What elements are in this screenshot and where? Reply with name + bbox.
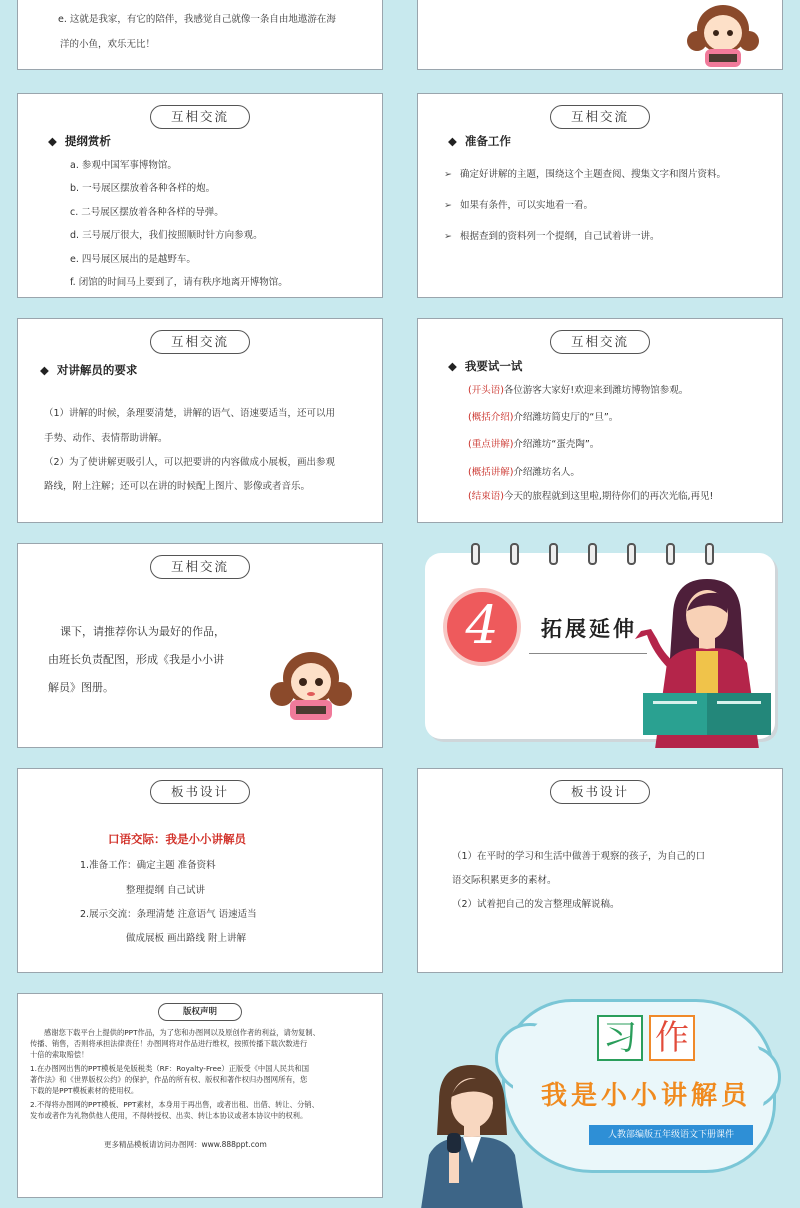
s1-line-2: 洋的小鱼，欢乐无比！ bbox=[60, 39, 156, 50]
s3-item-1: a. 参观中国军事博物馆。 bbox=[70, 160, 177, 171]
s10-line-1: （1）在平时的学习和生活中做善于观察的孩子，为自己的口 bbox=[452, 851, 706, 862]
ring-icon bbox=[549, 543, 558, 565]
ring-icon bbox=[627, 543, 636, 565]
s6-item-2: (概括介绍)介绍潍坊简史厅的“旦”。 bbox=[468, 412, 619, 423]
slide-4-heading: ◆ 准备工作 bbox=[448, 134, 511, 148]
slide-4-tag: 互相交流 bbox=[550, 105, 650, 129]
slide-6-heading: ◆ 我要试一试 bbox=[448, 359, 523, 373]
copyright-tag: 版权声明 bbox=[158, 1003, 242, 1021]
s6-item-5: (结束语)今天的旅程就到这里啦,期待你们的再次光临,再见! bbox=[468, 491, 714, 502]
arrow-bullet-icon: ➢ bbox=[444, 169, 452, 180]
arrow-bullet-icon: ➢ bbox=[444, 231, 452, 242]
s5-line-3: （2）为了使讲解更吸引人，可以把要讲的内容做成小展板，画出参观 bbox=[44, 457, 336, 468]
s11-line-6: 下载的是PPT模板素材的使用权。 bbox=[30, 1086, 139, 1095]
s11-line-2: 传播、销售，否则将承担法律责任！办图网将对作品进行维权，按照传播下载次数进行 bbox=[30, 1039, 308, 1048]
s3-item-4: d. 三号展厅很大，我们按照顺时针方向参观。 bbox=[70, 230, 263, 241]
slide-5-tag: 互相交流 bbox=[150, 330, 250, 354]
title-underline bbox=[529, 653, 647, 654]
slide-4 bbox=[417, 93, 783, 298]
s9-line-3: 2.展示交流：条理清楚 注意语气 语速适当 bbox=[80, 909, 257, 920]
teacher-illustration bbox=[633, 573, 783, 748]
section-title: 拓展延伸 bbox=[541, 617, 637, 641]
diamond-bullet-icon: ◆ bbox=[448, 359, 457, 373]
slide-3-tag: 互相交流 bbox=[150, 105, 250, 129]
binder-rings bbox=[417, 543, 783, 563]
slide-3 bbox=[17, 93, 383, 298]
diamond-bullet-icon: ◆ bbox=[40, 363, 49, 377]
diamond-bullet-icon: ◆ bbox=[448, 134, 457, 148]
s3-item-3: c. 二号展区摆放着各种各样的导弹。 bbox=[70, 207, 224, 218]
slide-6-tag: 互相交流 bbox=[550, 330, 650, 354]
s4-item-1: ➢ 确定好讲解的主题，围绕这个主题查阅、搜集文字和图片资料。 bbox=[444, 169, 726, 180]
ring-icon bbox=[471, 543, 480, 565]
s10-line-2: 语交际积累更多的素材。 bbox=[452, 875, 557, 886]
ring-icon bbox=[705, 543, 714, 565]
s3-item-2: b. 一号展区摆放着各种各样的炮。 bbox=[70, 183, 216, 194]
slide-6 bbox=[417, 318, 783, 523]
s11-line-4: 1.在办图网出售的PPT模板是免版税类（RF：Royalty-Free）正版受《中国人民共和国 bbox=[30, 1064, 309, 1073]
s6-item-1: (开头语)各位游客大家好!欢迎来到潍坊博物馆参观。 bbox=[468, 385, 689, 396]
ring-icon bbox=[588, 543, 597, 565]
s9-line-2: 整理提纲 自己试讲 bbox=[126, 885, 206, 896]
s5-line-4: 路线，附上注解；还可以在讲的时候配上图片、影像或者音乐。 bbox=[44, 481, 311, 492]
slide-12 bbox=[417, 993, 783, 1208]
cover-subtitle: 人教部编版五年级语文下册课件 bbox=[589, 1125, 753, 1145]
s11-line-7: 2.不得将办图网的PPT模板、PPT素材，本身用于再出售，或者出租、出借、转让、分销、 bbox=[30, 1100, 319, 1109]
ring-icon bbox=[666, 543, 675, 565]
section-number: 4 bbox=[465, 596, 499, 656]
s3-item-6: f. 闭馆的时间马上要到了，请有秩序地离开博物馆。 bbox=[70, 277, 288, 288]
slide-3-heading: ◆ 提纲赏析 bbox=[48, 134, 111, 148]
s3-item-5: e. 四号展区展出的是越野车。 bbox=[70, 254, 196, 265]
s4-item-3: ➢ 根据查到的资料列一个提纲，自己试着讲一讲。 bbox=[444, 231, 660, 242]
slide-11 bbox=[17, 993, 383, 1198]
char-2: 作 bbox=[655, 1018, 689, 1058]
s1-line-1: e. 这就是我家，有它的陪伴，我感觉自己就像一条自由地遨游在海 bbox=[58, 14, 336, 25]
s7-line-3: 解员》图册。 bbox=[48, 681, 114, 694]
s5-line-1: （1）讲解的时候，条理要清楚，讲解的语气、语速要适当，还可以用 bbox=[44, 408, 336, 419]
slide-10-tag: 板书设计 bbox=[550, 780, 650, 804]
girl-illustration bbox=[268, 644, 354, 722]
slide-1 bbox=[17, 0, 383, 70]
slide-10 bbox=[417, 768, 783, 973]
slide-7-tag: 互相交流 bbox=[150, 555, 250, 579]
slide-5-heading: ◆ 对讲解员的要求 bbox=[40, 363, 138, 377]
s11-line-5: 著作法》和《世界版权公约》的保护，作品的所有权、版权和著作权归办图网所有，您 bbox=[30, 1075, 308, 1084]
s9-line-1: 1.准备工作：确定主题 准备资料 bbox=[80, 860, 216, 871]
s11-line-1: 感谢您下载平台上提供的PPT作品，为了您和办图网以及原创作者的利益，请勿复制、 bbox=[44, 1028, 320, 1037]
diamond-bullet-icon: ◆ bbox=[48, 134, 57, 148]
char-1: 习 bbox=[603, 1018, 637, 1058]
s7-line-2: 由班长负责配图，形成《我是小小讲 bbox=[48, 653, 224, 666]
slide-2 bbox=[417, 0, 783, 70]
slide-9 bbox=[17, 768, 383, 973]
presenter-illustration bbox=[419, 1059, 529, 1208]
s11-line-8: 发布或者作为礼物供他人使用，不得转授权、出卖、转让本协议或者本协议中的权利。 bbox=[30, 1111, 308, 1120]
slide-5 bbox=[17, 318, 383, 523]
ring-icon bbox=[510, 543, 519, 565]
girl-illustration bbox=[683, 0, 763, 69]
s4-item-2: ➢ 如果有条件，可以实地看一看。 bbox=[444, 200, 593, 211]
s10-line-3: （2）试着把自己的发言整理成解说稿。 bbox=[452, 899, 620, 910]
s5-line-2: 手势、动作、表情帮助讲解。 bbox=[44, 433, 168, 444]
s6-item-4: (概括讲解)介绍潍坊名人。 bbox=[468, 467, 580, 478]
s7-line-1: 课下，请推荐你认为最好的作品， bbox=[60, 625, 225, 638]
slide-9-tag: 板书设计 bbox=[150, 780, 250, 804]
s9-line-4: 做成展板 画出路线 附上讲解 bbox=[126, 933, 247, 944]
s6-item-3: (重点讲解)介绍潍坊“蛋壳陶”。 bbox=[468, 439, 600, 450]
slide-8 bbox=[417, 543, 783, 748]
s11-line-3: 十倍的索取赔偿！ bbox=[30, 1050, 89, 1059]
s11-footer: 更多精品模板请访问办图网：www.888ppt.com bbox=[104, 1140, 267, 1149]
slide-7 bbox=[17, 543, 383, 748]
board-title: 口语交际：我是小小讲解员 bbox=[108, 832, 246, 846]
cover-title: 我是小小讲解员 bbox=[540, 1081, 751, 1111]
arrow-bullet-icon: ➢ bbox=[444, 200, 452, 211]
